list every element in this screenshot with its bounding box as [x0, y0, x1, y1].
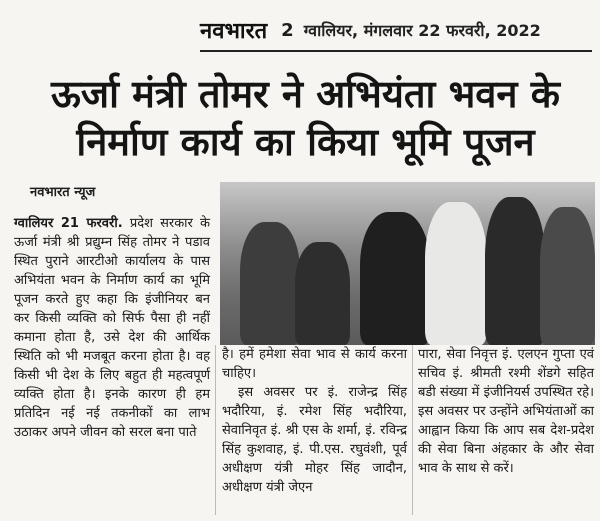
article-headline: [18, 70, 593, 166]
page-number: 2: [281, 19, 294, 41]
masthead: [200, 10, 592, 50]
column-3-paragraph-1: पारा, सेवा निवृत्त इं. एलएन गुप्ता एवं सचिव इं. श्रीमती रश्मी शेंडगे सहित बडी संख्या में इंजीनियर्स उपस्थित रहे। इस अवसर पर उन्होंने अभियंताओं का आह्वान किया कि आप सब देश-प्रदेश की सेवा बिना अंहकार के और सेवा भाव के साथ से करें।: [418, 347, 594, 476]
photo-figure: [360, 212, 430, 345]
column-2-paragraph-2: इस अवसर पर इं. राजेन्द्र सिंह भदौरिया, इं. रमेश सिंह भदौरिया, सेवानिवृत इं. श्री एस के शर्मा, इं. रविन्द्र सिंह कुशवाह, इं. पी.एस. रघुवंशी, पूर्व अधीक्षण यंत्री मोहर सिंह जादौन, अधीक्षण यंत्री जेएन: [222, 385, 407, 495]
headline-line-1: ऊर्जा मंत्री तोमर ने अभियंता भवन के: [51, 72, 560, 116]
column-2-paragraph-1: है। हमें हमेशा सेवा भाव से कार्य करना चाहिए।: [222, 347, 407, 381]
photo-figure: [240, 222, 300, 345]
headline-line-2: निर्माण कार्य का किया भूमि पूजन: [76, 120, 535, 164]
photo-figure: [485, 197, 545, 345]
edition-dateline: ग्वालियर, मंगलवार 22 फरवरी, 2022: [303, 21, 541, 40]
article-column-2: [222, 345, 407, 497]
news-photo: [220, 182, 595, 345]
article-column-1: [14, 214, 210, 442]
column-1-text: प्रदेश सरकार के ऊर्जा मंत्री श्री प्रद्युम्न सिंह तोमर ने पडाव स्थित पुराने आरटीओ कार्यालय के पास अभियंता भवन के निर्माण कार्य का भूमि पूजन करते हुए कहा कि इंजीनियर बन कर किसी व्यक्ति को सिर्फ पैसा ही नहीं कमाना होता है, उसे देश की आर्थिक स्थिति को भी मजबूत करना होता है। वह किसी भी देश के लिए बहुत ही महत्वपूर्ण व्यक्ति होता है। इनके कारण ही हम प्रतिदिन नई नई तकनीकों का लाभ उठाकर अपने जीवन को सरल बना पाते: [14, 216, 210, 440]
dateline-lead: ग्वालियर 21 फरवरी.: [14, 216, 123, 231]
masthead-rule: [200, 50, 592, 52]
newspaper-brand: नवभारत: [200, 19, 268, 44]
column-divider: [412, 345, 413, 515]
byline: नवभारत न्यूज: [30, 185, 96, 200]
column-divider: [215, 345, 216, 515]
photo-figure: [425, 202, 487, 345]
photo-figure: [295, 242, 350, 345]
article-column-3: [418, 345, 594, 478]
photo-figure: [540, 207, 595, 345]
